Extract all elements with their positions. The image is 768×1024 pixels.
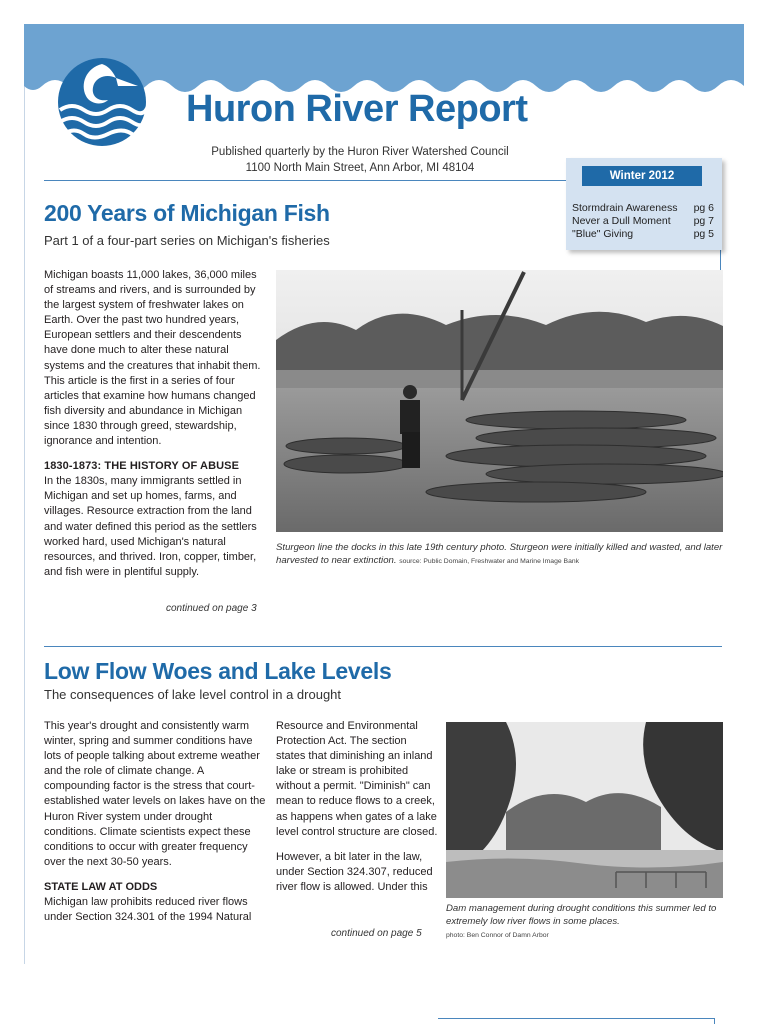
article1-headline: 200 Years of Michigan Fish <box>44 200 330 226</box>
article-divider-rule <box>44 646 722 647</box>
index-item-page: pg 6 <box>693 202 714 214</box>
index-item-page: pg 5 <box>693 228 714 240</box>
sturgeon-photo-caption <box>276 541 723 568</box>
index-item[interactable] <box>572 215 714 227</box>
masthead-rule <box>44 180 566 181</box>
article2-subhead: The consequences of lake level control in a drought <box>44 687 342 702</box>
article1-continued-link[interactable]: continued on page 3 <box>166 603 257 614</box>
index-item-label: Never a Dull Moment <box>572 215 671 227</box>
heron-logo <box>56 56 148 148</box>
index-item-label: "Blue" Giving <box>572 228 634 240</box>
sturgeon-dock-photo <box>276 270 723 532</box>
article2-column-2 <box>276 719 438 895</box>
article2-col2-para1: Resource and Environmental Protection Act. The section states that diminishing an inland lake or stream is prohibited without a permit. "Diminish" can mean to reduce flows to a creek, as happens when gates of a lake level control structure are closed. <box>276 720 438 838</box>
in-this-issue-box <box>566 158 722 250</box>
article1-section-heading: 1830-1873: THE HISTORY OF ABUSE <box>44 460 240 473</box>
index-item[interactable] <box>572 228 714 240</box>
index-item-page: pg 7 <box>693 215 714 227</box>
caption-text: Dam management during drought conditions this summer led to extremely low river flows in some places. <box>446 903 717 927</box>
article2-continued-link[interactable]: continued on page 5 <box>331 928 422 939</box>
dam-photo-caption <box>446 902 723 942</box>
article2-col2-para2: However, a bit later in the law, under Section 324.307, reduced river flow is allowed. Under this <box>276 850 433 893</box>
article2-column-1 <box>44 719 266 925</box>
article2-headline: Low Flow Woes and Lake Levels <box>44 658 392 684</box>
issue-tab: Winter 2012 <box>582 166 702 186</box>
article1-intro: Michigan boasts 11,000 lakes, 36,000 miles of streams and rivers, and is surrounded by the largest system of freshwater lakes on Earth. Over the past two hundred years, European settlers and their descendents have done much to alter these natural systems and the creatures that inhabit them. This article is the first in a series of four articles that examine how humans changed fish diversity and abundance in Michigan since 1830 through greed, stewardship, ignorance and intention. <box>44 269 261 448</box>
address-line: 1100 North Main Street, Ann Arbor, MI 48104 <box>245 162 475 174</box>
article1-column <box>44 268 266 580</box>
footer-rule <box>438 1018 714 1019</box>
article2-col1-section-body: Michigan law prohibits reduced river flows under Section 324.301 of the 1994 Natural <box>44 896 252 924</box>
article1-subhead: Part 1 of a four-part series on Michigan's fisheries <box>44 233 330 248</box>
masthead-title: Huron River Report <box>186 88 528 130</box>
index-item-label: Stormdrain Awareness <box>572 202 678 214</box>
article2-section-heading: STATE LAW AT ODDS <box>44 880 158 893</box>
index-item[interactable] <box>572 202 714 214</box>
article2-col1-body: This year's drought and consistently warm winter, spring and summer conditions have lots of people talking about extreme weather and the role of climate change. A compounding factor is the stress that court-established water levels on lakes have on the Huron River system under drought conditions. Climate scientists expect these conditions to occur with greater frequency over the next 30-50 years. <box>44 720 266 868</box>
photo-credit: photo: Ben Connor of Damn Arbor <box>446 932 549 939</box>
photo-credit: source: Public Domain, Freshwater and Marine Image Bank <box>399 558 580 565</box>
published-line: Published quarterly by the Huron River Watershed Council <box>211 146 509 158</box>
article1-section-body: In the 1830s, many immigrants settled in Michigan and set up homes, farms, and villages. Resource extraction from the land and water defined this period as the settlers worked hard, used Michigan's natural resources, and thrived. Iron, copper, timber, and fish were in plentiful supply. <box>44 475 257 578</box>
footer-side-rule <box>714 1018 715 1024</box>
caption-text: Sturgeon line the docks in this late 19th century photo. Sturgeon were initially killed and wasted, and later harvested to near extinction. <box>276 542 723 566</box>
low-river-dam-photo <box>446 722 723 898</box>
